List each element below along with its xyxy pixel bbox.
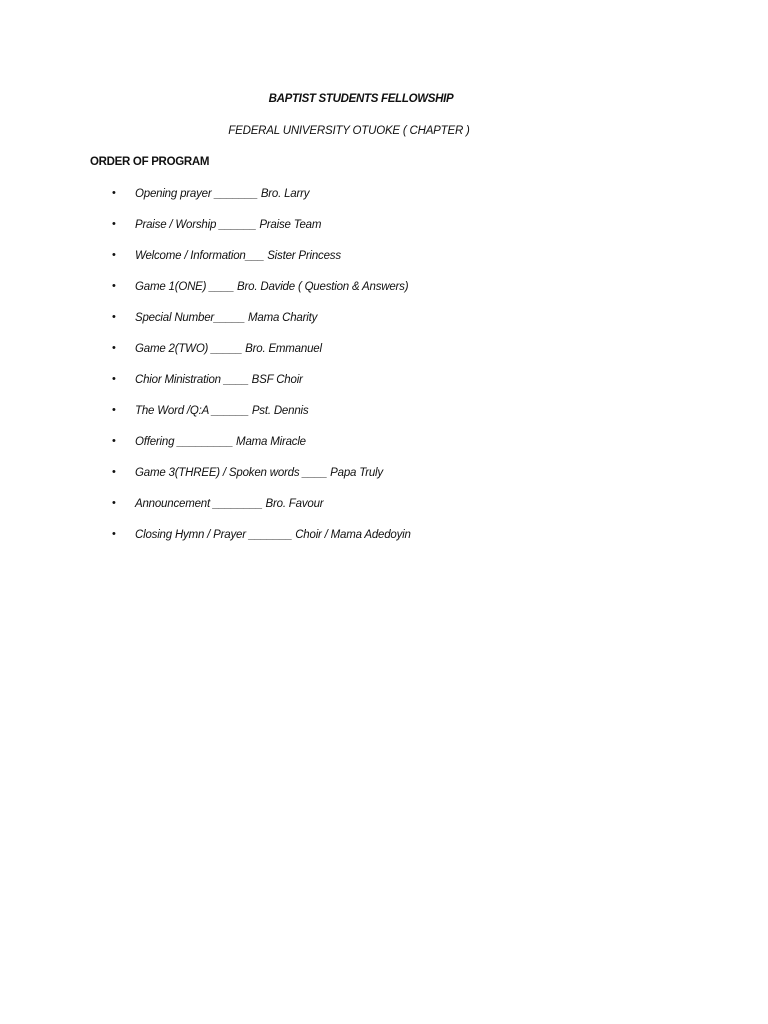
bullet-icon: • xyxy=(112,280,116,292)
bullet-icon: • xyxy=(112,528,116,540)
list-item xyxy=(0,280,409,312)
program-item-text: Opening prayer _______ Bro. Larry xyxy=(135,188,310,200)
program-item-text: Game 2(TWO) _____ Bro. Emmanuel xyxy=(135,343,322,355)
list-item xyxy=(0,373,303,405)
bullet-icon: • xyxy=(112,497,116,509)
list-item xyxy=(0,497,324,529)
bullet-icon: • xyxy=(112,466,116,478)
document-title: BAPTIST STUDENTS FELLOWSHIP xyxy=(268,93,454,105)
list-item xyxy=(0,466,383,498)
bullet-icon: • xyxy=(112,249,116,261)
program-item-text: Game 1(ONE) ____ Bro. Davide ( Question & Answers) xyxy=(135,281,409,293)
list-item xyxy=(0,404,309,436)
program-item-text: Closing Hymn / Prayer _______ Choir / Mama Adedoyin xyxy=(135,529,411,541)
bullet-icon: • xyxy=(112,435,116,447)
program-item-text: Offering _________ Mama Miracle xyxy=(135,436,306,448)
program-item-text: Praise / Worship ______ Praise Team xyxy=(135,219,322,231)
list-item xyxy=(0,528,411,560)
list-item xyxy=(0,435,306,467)
list-item xyxy=(0,218,322,250)
list-item xyxy=(0,342,322,374)
bullet-icon: • xyxy=(112,187,116,199)
bullet-icon: • xyxy=(112,404,116,416)
bullet-icon: • xyxy=(112,373,116,385)
bullet-icon: • xyxy=(112,342,116,354)
bullet-icon: • xyxy=(112,218,116,230)
program-item-text: Game 3(THREE) / Spoken words ____ Papa Truly xyxy=(135,467,383,479)
list-item xyxy=(0,249,341,281)
program-item-text: The Word /Q:A ______ Pst. Dennis xyxy=(135,405,309,417)
program-item-text: Welcome / Information___ Sister Princess xyxy=(135,250,341,262)
section-heading: ORDER OF PROGRAM xyxy=(90,156,210,168)
list-item xyxy=(0,187,310,219)
program-item-text: Special Number_____ Mama Charity xyxy=(135,312,318,324)
program-item-text: Chior Ministration ____ BSF Choir xyxy=(135,374,303,386)
bullet-icon: • xyxy=(112,311,116,323)
program-item-text: Announcement ________ Bro. Favour xyxy=(135,498,324,510)
program-list xyxy=(0,187,411,560)
document-subtitle: FEDERAL UNIVERSITY OTUOKE ( CHAPTER ) xyxy=(228,125,470,137)
list-item xyxy=(0,311,318,343)
